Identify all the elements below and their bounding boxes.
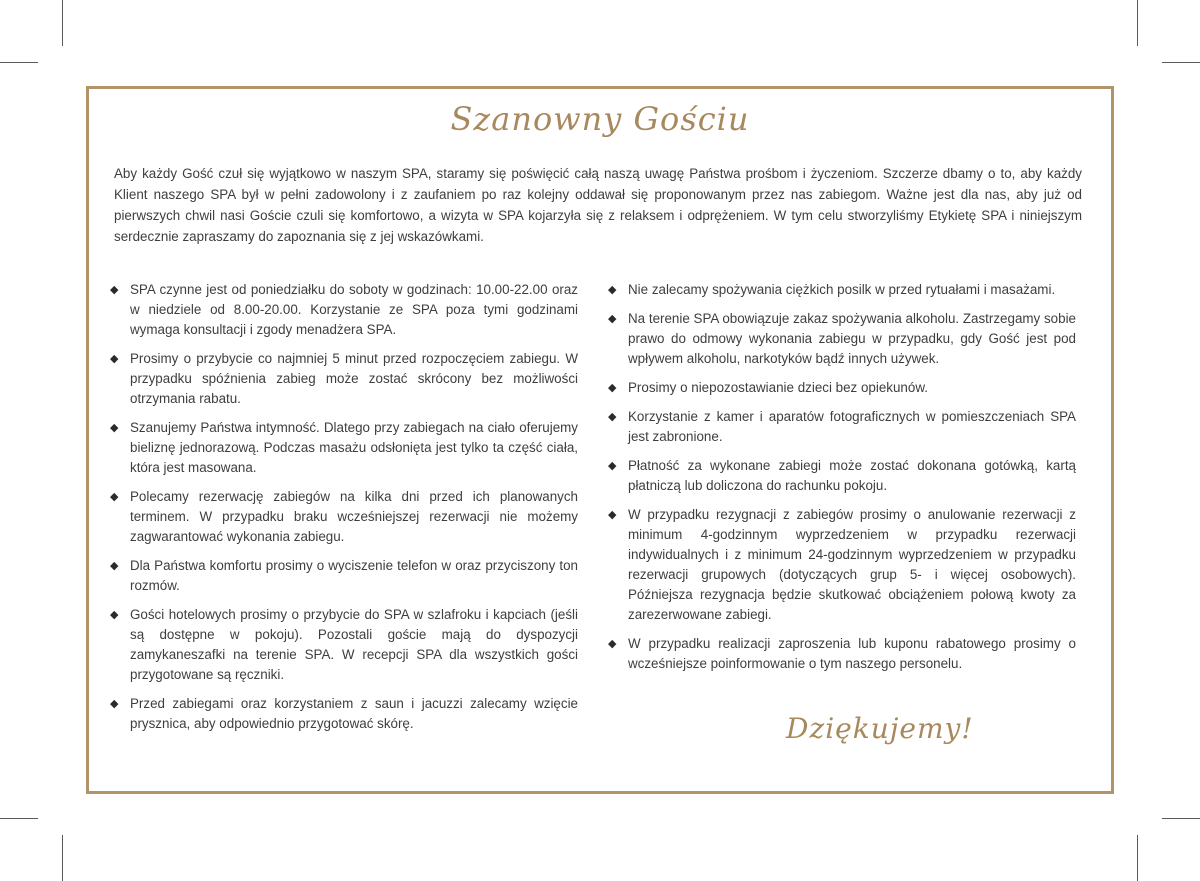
diamond-bullet-icon: ◆ [110, 560, 119, 572]
list-item-text: Nie zalecamy spożywania ciężkich posilk w przed rytuałami i masażami. [628, 282, 1056, 297]
crop-mark-top-left [62, 0, 63, 46]
intro-paragraph: Aby każdy Gość czuł się wyjątkowo w naszym SPA, staramy się poświęcić całą naszą uwagę Państwa prośbom i życzeniom. Szczerze dbamy o to, aby każdy Klient naszego SPA był w pełni zadowolony i z zaufaniem po raz kolejny oddawał się proponowanym przez nas zabiegom. Ważne jest dla nas, aby już od pierwszych chwil nasi Goście czuli się komfortowo, a wizyta w SPA kojarzyła się z relaksem i odprężeniem. W tym celu stworzyliśmy Etykietę SPA i niniejszym serdecznie zapraszamy do zapoznania się z jej wskazówkami. [114, 166, 1082, 244]
left-rules-list [108, 280, 578, 743]
list-item-text: Prosimy o przybycie co najmniej 5 minut przed rozpoczęciem zabiegu. W przypadku spóźnienia zabieg może zostać skrócony bez możliwości otrzymania rabatu. [130, 351, 578, 406]
diamond-bullet-icon: ◆ [608, 313, 617, 325]
diamond-bullet-icon: ◆ [110, 609, 119, 621]
closing-signature: Dziękujemy! [786, 712, 974, 745]
diamond-bullet-icon: ◆ [110, 353, 119, 365]
list-item-text: Dla Państwa komfortu prosimy o wyciszenie telefon w oraz przyciszony ton rozmów. [130, 558, 578, 593]
diamond-bullet-icon: ◆ [608, 509, 617, 521]
list-item [108, 280, 578, 340]
diamond-bullet-icon: ◆ [608, 638, 617, 650]
page-heading: Szanowny Gościu [450, 100, 750, 138]
list-item-text: Przed zabiegami oraz korzystaniem z saun i jacuzzi zalecamy wzięcie prysznica, aby odpowiednio przygotować skórę. [130, 696, 578, 731]
diamond-bullet-icon: ◆ [608, 460, 617, 472]
list-item [606, 505, 1076, 625]
diamond-bullet-icon: ◆ [608, 382, 617, 394]
list-item-text: Gości hotelowych prosimy o przybycie do SPA w szlafroku i kapciach (jeśli są dostępne w pokoju). Pozostali goście mają do dyspozycji zamykaneszafki na terenie SPA. W recepcji SPA dla wszystkich gości przygotowane są ręczniki. [130, 607, 578, 682]
diamond-bullet-icon: ◆ [110, 284, 119, 296]
list-item [108, 605, 578, 685]
diamond-bullet-icon: ◆ [110, 491, 119, 503]
diamond-bullet-icon: ◆ [608, 284, 617, 296]
crop-mark-bottom-left [62, 835, 63, 881]
crop-mark-bottom-left-h [0, 818, 38, 819]
list-item [108, 418, 578, 478]
right-rules-list [606, 280, 1076, 683]
diamond-bullet-icon: ◆ [110, 698, 119, 710]
list-item-text: Płatność za wykonane zabiegi może zostać dokonana gotówką, kartą płatniczą lub doliczona do rachunku pokoju. [628, 458, 1076, 493]
crop-mark-top-right-h [1162, 62, 1200, 63]
list-item [606, 378, 1076, 398]
list-item [606, 634, 1076, 674]
diamond-bullet-icon: ◆ [110, 422, 119, 434]
crop-mark-bottom-right [1137, 835, 1138, 881]
list-item-text: SPA czynne jest od poniedziałku do soboty w godzinach: 10.00-22.00 oraz w niedziele od 8.00-20.00. Korzystanie ze SPA poza tymi godzinami wymaga konsultacji i zgody menadżera SPA. [130, 282, 578, 337]
crop-mark-bottom-right-h [1162, 818, 1200, 819]
list-item [606, 280, 1076, 300]
list-item [108, 694, 578, 734]
list-item-text: W przypadku rezygnacji z zabiegów prosimy o anulowanie rezerwacji z minimum 4-godzinnym wyprzedzeniem w przypadku rezerwacji indywidualnych i z minimum 24-godzinnym wyprzedzeniem w przypadku rezerwacji grupowych (dotyczących grup 5- i więcej osobowych). Późniejsza rezygnacja będzie skutkować obciążeniem połową kwoty za zarezerwowane zabiegi. [628, 507, 1076, 622]
list-item-text: Prosimy o niepozostawianie dzieci bez opiekunów. [628, 380, 928, 395]
list-item-text: Polecamy rezerwację zabiegów na kilka dni przed ich planowanych terminem. W przypadku braku wcześniejszej rezerwacji nie możemy zagwarantować wykonania zabiegu. [130, 489, 578, 544]
list-item [108, 487, 578, 547]
list-item-text: Szanujemy Państwa intymność. Dlatego przy zabiegach na ciało oferujemy bieliznę jednorazową. Podczas masażu odsłonięta jest tylko ta część ciała, która jest masowana. [130, 420, 578, 475]
list-item [606, 456, 1076, 496]
list-item [606, 309, 1076, 369]
list-item [606, 407, 1076, 447]
diamond-bullet-icon: ◆ [608, 411, 617, 423]
crop-mark-top-left-h [0, 62, 38, 63]
list-item [108, 349, 578, 409]
list-item-text: Na terenie SPA obowiązuje zakaz spożywania alkoholu. Zastrzegamy sobie prawo do odmowy wykonania zabiegu w przypadku, gdy Gość jest pod wpływem alkoholu, narkotyków bądź innych używek. [628, 311, 1076, 366]
crop-mark-top-right [1137, 0, 1138, 46]
list-item-text: Korzystanie z kamer i aparatów fotograficznych w pomieszczeniach SPA jest zabronione. [628, 409, 1076, 444]
list-item-text: W przypadku realizacji zaproszenia lub kuponu rabatowego prosimy o wcześniejsze poinformowanie o tym naszego personelu. [628, 636, 1076, 671]
list-item [108, 556, 578, 596]
